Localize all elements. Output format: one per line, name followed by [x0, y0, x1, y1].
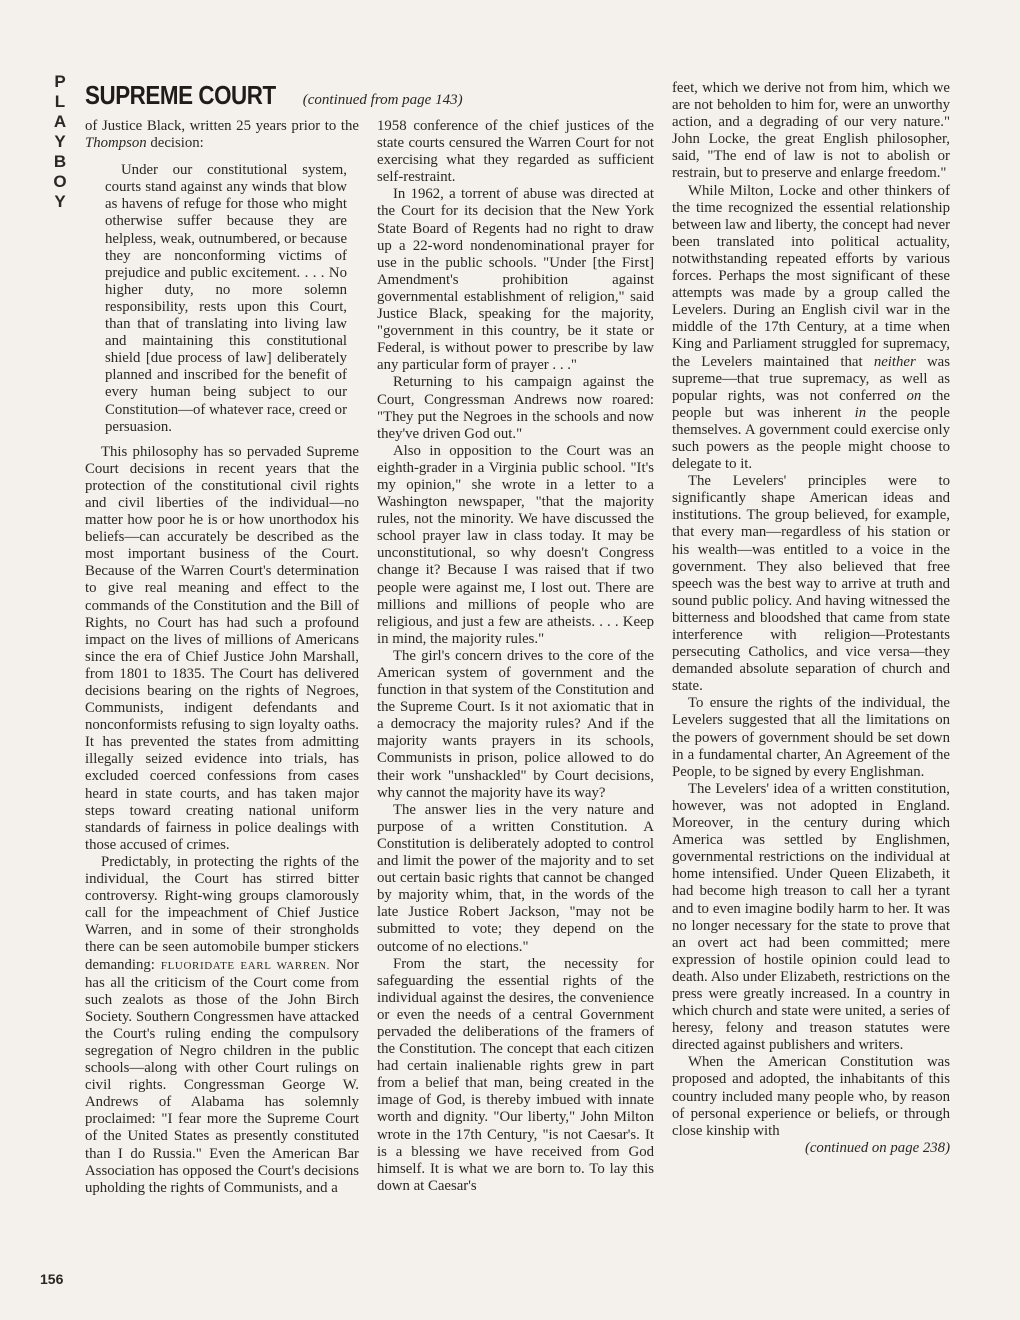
paragraph	[85, 854, 359, 1197]
playboy-masthead	[52, 72, 68, 212]
paragraph	[672, 183, 950, 474]
paragraph: The answer lies in the very nature and purpose of a written Constitution. A Constitution is deliberately adopted to control and limit the power of the majority and to set out certain basic rights that cannot be changed by majority whim, that, in the words of the late Justice Robert Jackson, "may not be submitted to vote; they depend on the outcome of no elections."	[377, 801, 654, 955]
emphasis: neither	[873, 353, 916, 370]
text-run: was supreme—that true supremacy, as well as popular rights, was not conferred	[672, 353, 950, 404]
paragraph: The Levelers' idea of a written constitution, however, was not adopted in England. Moreover, in the century during which America was settled by Englishmen, governmental restrictions on the individual at home intensified. Under Queen Elizabeth, it had become high treason to call her a tyrant and to even imagine bodily harm to her. It was no longer necessary for the state to prove that an overt act had been committed; mere expression of hostile opinion could lead to death. Also under Elizabeth, restrictions on the press were greatly increased. In a country in which church and state were united, a series of heresy, felony and treason statutes were directed against publishers and writers.	[672, 780, 950, 1054]
masthead-letter: Y	[54, 192, 66, 211]
text-run: the people themselves. A government could exercise only such powers as the people might choose to delegate to it.	[672, 404, 951, 473]
masthead-letter: Y	[54, 132, 66, 151]
paragraph: To ensure the rights of the individual, the Levelers suggested that all the limitations on the powers of government should be set down in a fundamental charter, An Agreement of the People, to be signed by every Englishman.	[672, 695, 950, 780]
quote-text: Under our constitutional system, courts stand against any winds that blow as havens of refuge for those who might otherwise suffer because they are helpless, weak, outnumbered, or because they are nonconforming victims of prejudice and public excitement. . . . No higher duty, no more solemn responsibility, rests upon this Court, than that of translating into living law and maintaining this constitutional shield [due process of law] deliberately planned and inscribed for the benefit of every human being subject to our Constitution—of whatever race, creed or persuasion.	[105, 162, 348, 435]
paragraph: feet, which we derive not from him, which we are not beholden to him for, were an unworthy action, and a degrading of our very nature." John Locke, the great English philosopher, said, "The end of law is not to abolish or restrain, but to preserve and enlarge freedom."	[672, 80, 950, 182]
article-header	[85, 80, 463, 112]
block-quote	[105, 162, 347, 436]
page-number: 156	[40, 1271, 64, 1287]
article-title: SUPREME COURT	[85, 80, 276, 110]
paragraph: When the American Constitution was proposed and adopted, the inhabitants of this country included many people who, by reason of personal experience or beliefs, or through close kinship with	[672, 1054, 950, 1139]
masthead-letter: A	[53, 112, 67, 131]
text-run: the people but was inherent	[672, 387, 950, 421]
text-run: Predictably, in protecting the rights of the individual, the Court has stirred bitter controversy. Right-wing groups clamorously call for the impeachment of Chief Justice Warren, and in some of their strongholds there can be seen automobile bumper stickers demanding:	[85, 853, 359, 973]
masthead-letter: B	[53, 152, 67, 171]
emphasis: on	[906, 387, 922, 404]
paragraph: From the start, the necessity for safeguarding the essential rights of the individual against the desires, the convenience or even the needs of a central Government pervaded the deliberations of the framers of the Constitution. The concept that each citizen had certain inalienable rights grew in part from a belief that man, being created in the image of God, is thereby imbued with innate worth and dignity. "Our liberty," John Milton wrote in the 17th Century, "is not Caesar's. It is a blessing we have received from God himself. It is what we are born to. To lay this down at Caesar's	[377, 955, 654, 1194]
text-run: Nor has all the criticism of the Court come from such zealots as those of the John Birch Society. Southern Congressmen have attacked the Court's ruling ending the compulsory segregation of Negro children in the public schools—along with other Court rulings on civil rights. Congressman George W. Andrews of Alabama has solemnly proclaimed: "I fear more the Supreme Court of the United States as presently constituted than I do Russia." Even the American Bar Association has opposed the Court's decisions upholding the rights of Communists, and a	[85, 956, 360, 1196]
paragraph: In 1962, a torrent of abuse was directed at the Court for its decision that the New York State Board of Regents had no right to draw up a 22-word nondenominational prayer for use in the public schools. "Under [the First] Amendment's prohibition against governmental establishment of religion," said Justice Black, speaking for the majority, "government in this country, be it state or Federal, is without power to prescribe by law any particular form of prayer . . ."	[377, 186, 654, 374]
text-run: of Justice Black, written 25 years prior to the	[85, 118, 359, 134]
text-run: While Milton, Locke and other thinkers of the time recognized the essential relationship between law and liberty, the concept had never been translated into political actuality, notwithstanding repeated efforts by various forces. Perhaps the most significant of these attempts was made by a group called the Levelers. During an English civil war in the middle of the 17th Century, at a time when King and Parliament struggled for supremacy, the Levelers maintained that	[672, 182, 950, 370]
paragraph: This philosophy has so pervaded Supreme Court decisions in recent years that the protection of the constitutional civil rights and civil liberties of the individual—no matter how poor he is or how unorthodox his beliefs—can accurately be described as the most important business of the Court. Because of the Warren Court's determination to give real meaning and effect to the commands of the Constitution and the Bill of Rights, no Court has had such a profound impact on the lives of millions of Americans since the era of Chief Justice John Marshall, from 1801 to 1835. The Court has delivered decisions bearing on the rights of Negroes, Communists, indigent defendants and nonconformists refusing to sign loyalty oaths. It has prevented the states from admitting illegally seized evidence into trials, has excluded coerced confessions from cases heard in state courts, and has taken major steps toward creating national uniform standards of fairness in police dealings with those accused of crimes.	[85, 443, 359, 853]
paragraph: The Levelers' principles were to significantly shape American ideas and institutions. The group believed, for example, that every man—regardless of his station or his wealth—was entitled to a voice in the government. They also believed that free speech was the best way to arrive at truth and sound public policy. And having witnessed the bitterness and bloodshed that came from state interference with religion—Protestants persecuting Catholics, and vice versa—they demanded absolute separation of church and state.	[672, 473, 950, 695]
continued-on-note: (continued on page 238)	[804, 1139, 950, 1156]
case-name: Thompson	[85, 135, 147, 152]
paragraph: Also in opposition to the Court was an eighth-grader in a Virginia public school. "It's my opinion," she wrote in a letter to a Washington newspaper, "that the majority rules, not the minority. We have discussed the school prayer law in class today. It may be unconstitutional, so why doesn't Congress change it? Because I was raised that if two people were against me, I lost out. There are millions and millions of people who are religious, and just a few are atheists. . . . Keep in mind, the majority rules."	[377, 442, 654, 647]
masthead-letter: L	[54, 92, 66, 111]
masthead-letter: O	[53, 172, 67, 191]
paragraph: The girl's concern drives to the core of the American system of government and the function in that system of the Constitution and the Supreme Court. Is it not axiomatic that in a democracy the majority rules? And if the majority wants prayers in its schools, Communists in prison, police allowed to do their work "unshackled" by Court decisions, why cannot the majority have its way?	[377, 647, 654, 801]
text-run: decision:	[146, 135, 204, 152]
paragraph: 1958 conference of the chief justices of the state courts censured the Warren Court for not exercising what they regarded as sufficient self-restraint.	[377, 118, 654, 186]
bumper-sticker-text: FLUORIDATE EARL WARREN.	[160, 959, 330, 972]
column-1	[85, 118, 359, 1197]
emphasis: in	[854, 404, 867, 421]
continued-from-note: (continued from page 143)	[302, 92, 463, 108]
column-2	[377, 118, 654, 1195]
column-3	[672, 80, 950, 1157]
paragraph	[85, 118, 359, 152]
masthead-letter: P	[54, 72, 66, 91]
paragraph: Returning to his campaign against the Court, Congressman Andrews now roared: "They put the Negroes in the schools and now they've driven God out."	[377, 374, 654, 442]
